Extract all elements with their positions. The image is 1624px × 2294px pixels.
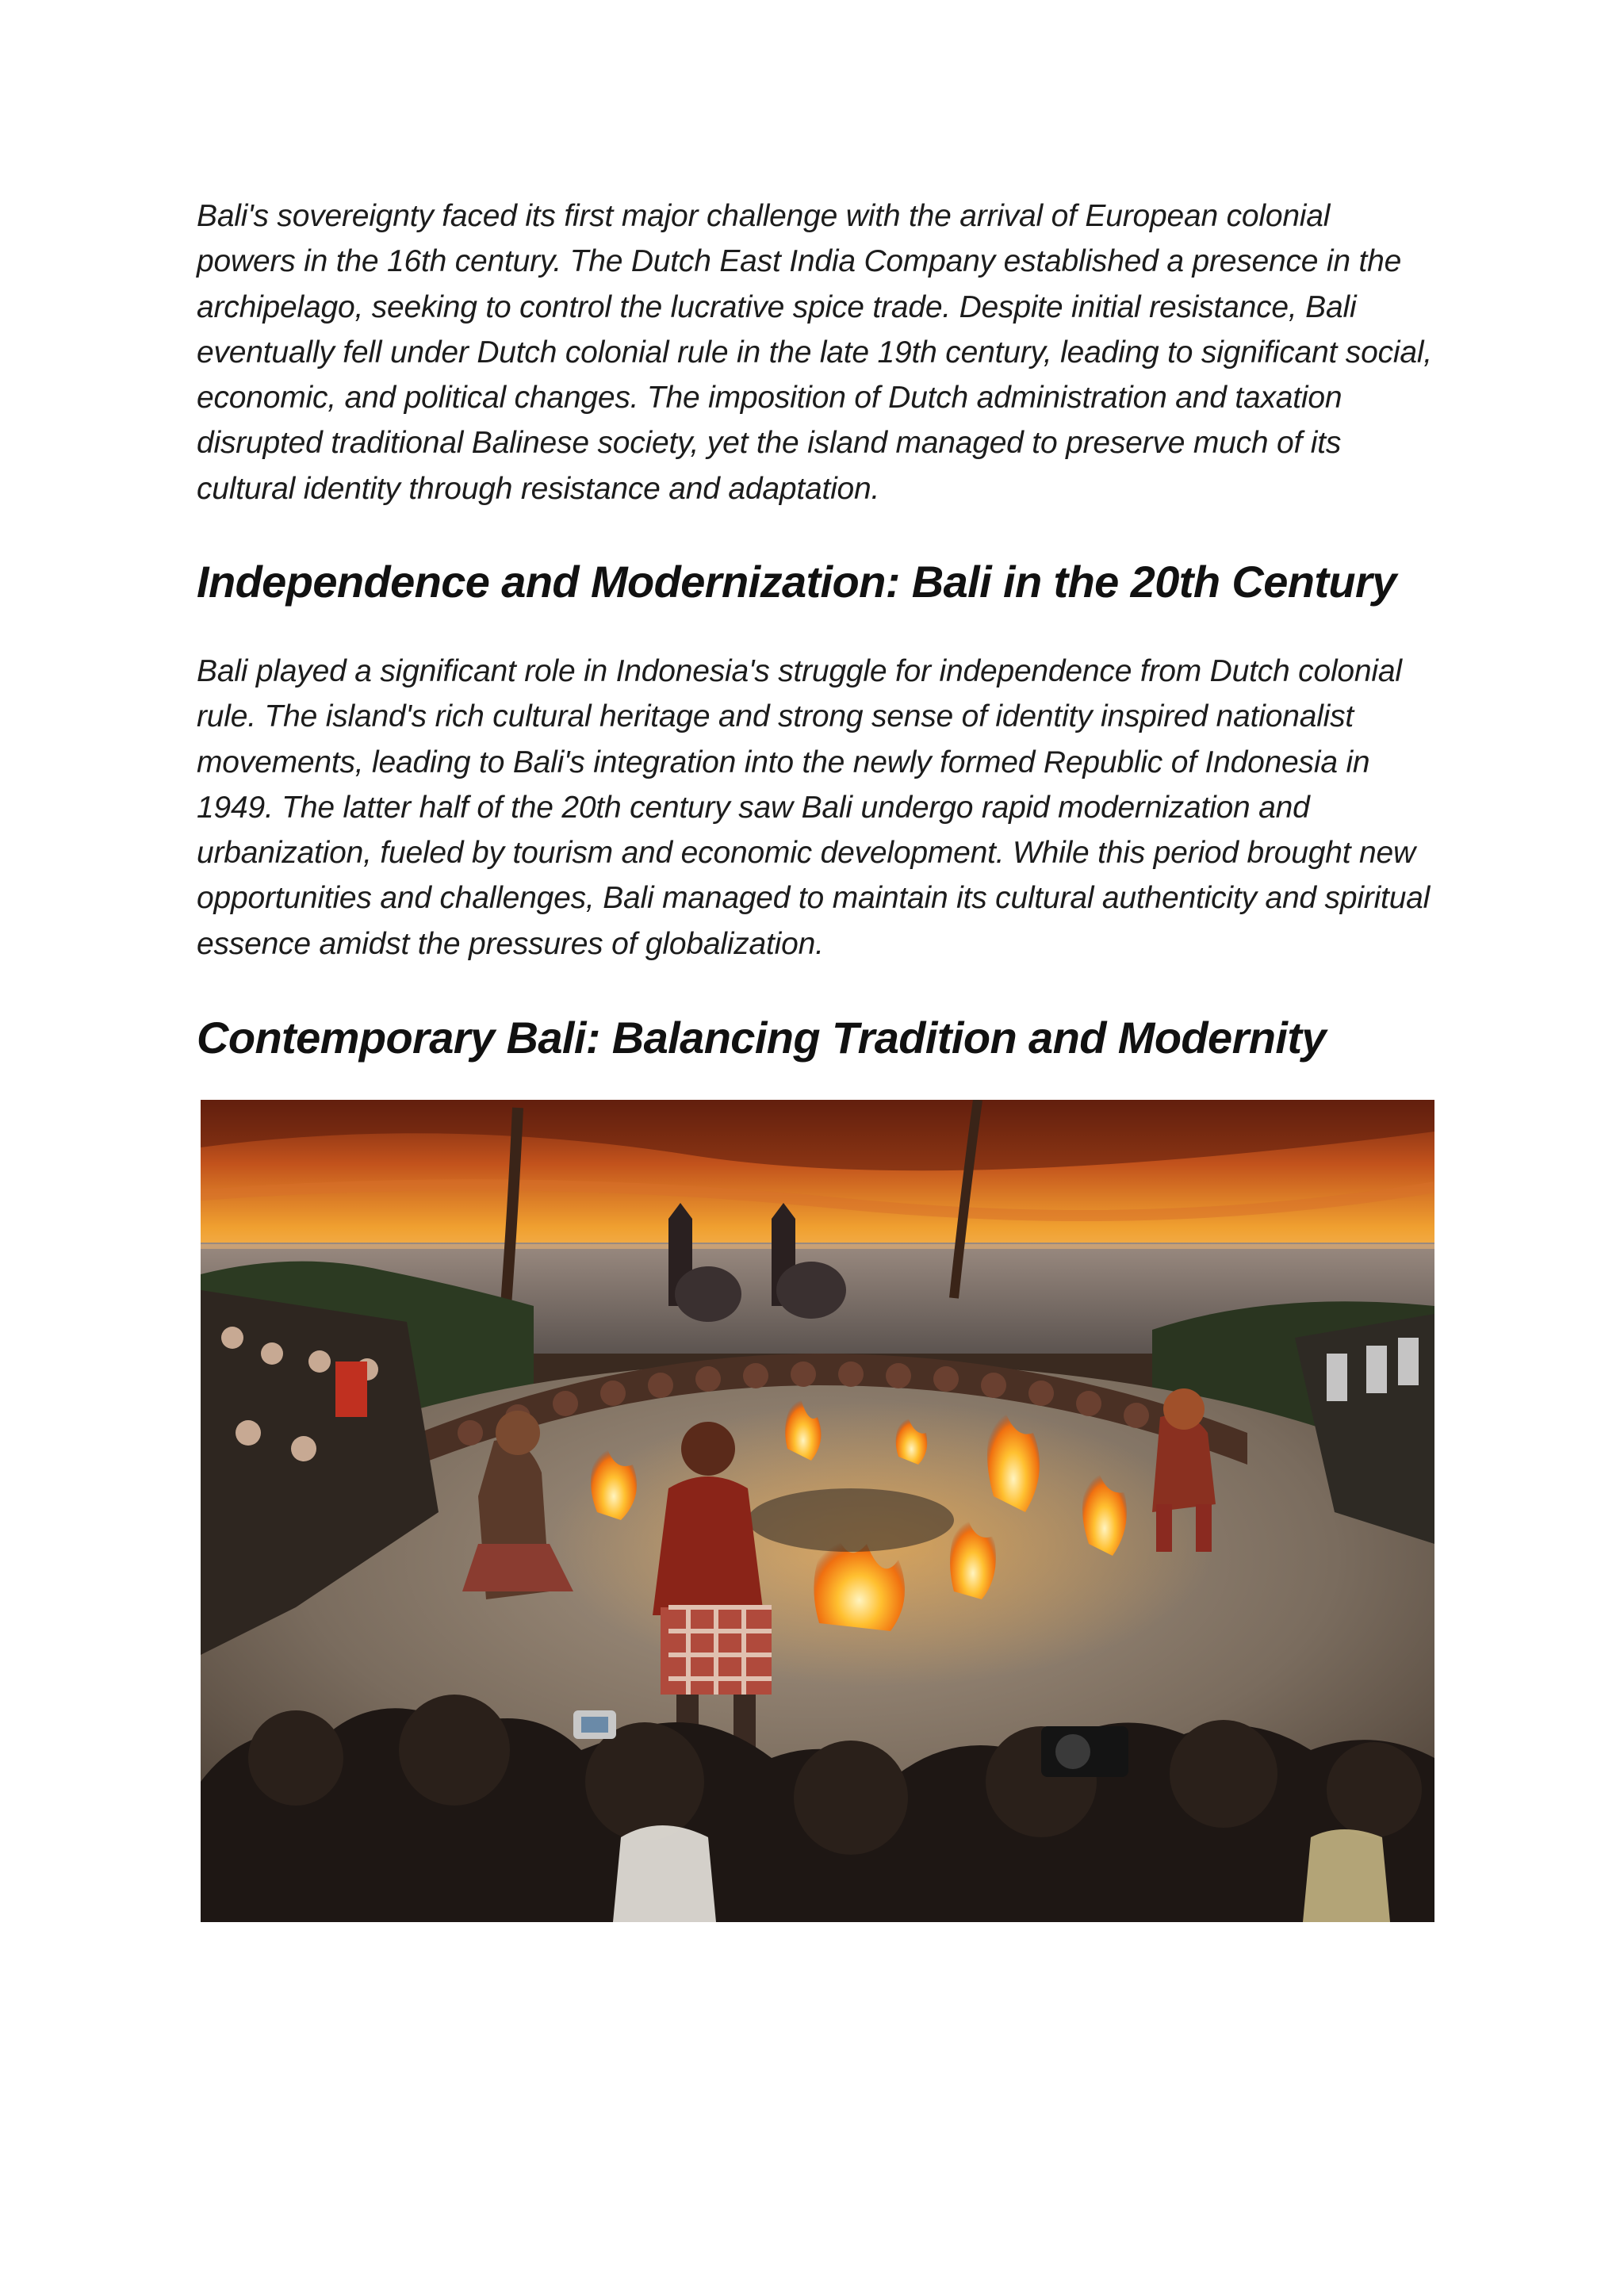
section-heading-independence: Independence and Modernization: Bali in the 20th Century <box>197 557 1396 607</box>
kecak-fire-dance-photo <box>201 1100 1434 1922</box>
photo-illustration <box>201 1100 1434 1922</box>
section-heading-contemporary: Contemporary Bali: Balancing Tradition and Modernity <box>197 1013 1326 1063</box>
paragraph-colonial-era: Bali's sovereignty faced its first major challenge with the arrival of European colonial powers in the 16th century. The Dutch East India Company established a presence in the archipelago, seeking to control the lucrative spice trade. Despite initial resistance, Bali eventually fell under Dutch colonial rule in the late 19th century, leading to significant social, economic, and political changes. The imposition of Dutch administration and taxation disrupted traditional Balinese society, yet the island managed to preserve much of its cultural identity through resistance and adaptation. <box>197 199 1432 506</box>
paragraph-independence: Bali played a significant role in Indonesia's struggle for independence from Dutch colonial rule. The island's rich cultural heritage and strong sense of identity inspired nationalist movements, leading to Bali's integration into the newly formed Republic of Indonesia in 1949. The latter half of the 20th century saw Bali undergo rapid modernization and urbanization, fueled by tourism and economic development. While this period brought new opportunities and challenges, Bali managed to maintain its cultural authenticity and spiritual essence amidst the pressures of globalization. <box>197 654 1431 961</box>
